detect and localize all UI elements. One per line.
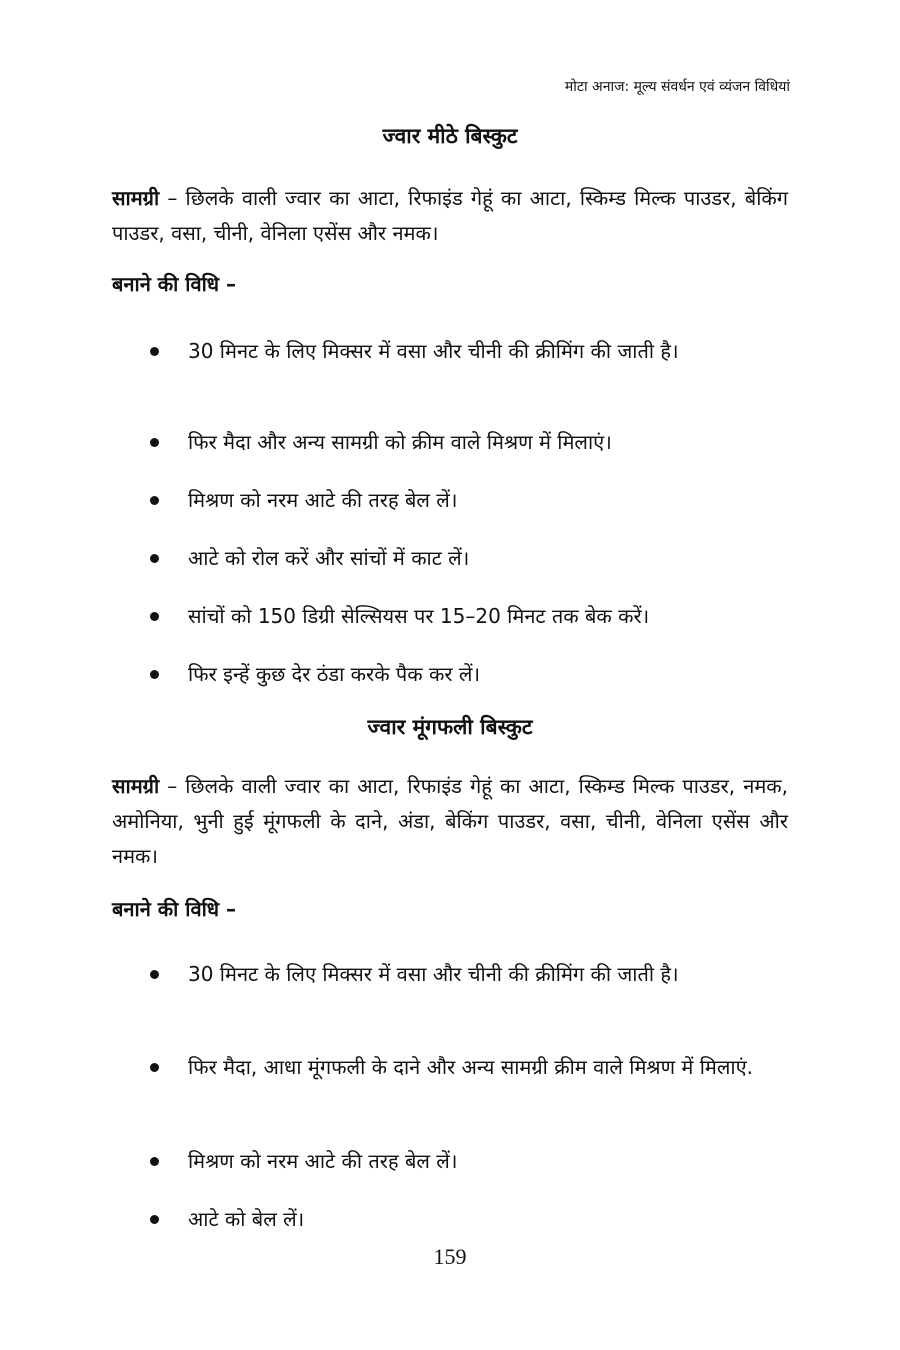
ingredients-label: सामग्री — [112, 774, 160, 798]
method-heading: बनाने की विधि – — [112, 272, 237, 296]
list-item — [150, 599, 788, 634]
step-text: फिर इन्हें कुछ देर ठंडा करके पैक कर लें। — [188, 662, 481, 686]
ingredients-text: – छिलके वाली ज्वार का आटा, रिफाइंड गेहूं का आटा, स्किम्ड मिल्क पाउडर, बेकिंग पाउडर, वसा, चीनी, वेनिला एसेंस और नमक। — [112, 186, 788, 245]
step-text: सांचों को 150 डिग्री सेल्सियस पर 15–20 मिनट तक बेक करें। — [188, 604, 650, 628]
ingredients-paragraph — [112, 181, 788, 251]
section-title: ज्वार मूंगफली बिस्कुट — [367, 715, 533, 739]
step-text: 30 मिनट के लिए मिक्सर में वसा और चीनी की क्रीमिंग की जाती है। — [188, 962, 679, 986]
list-item — [150, 1144, 788, 1179]
bullet-icon — [150, 670, 159, 679]
method-heading: बनाने की विधि – — [112, 897, 237, 921]
page-number: 159 — [433, 1244, 467, 1269]
bullet-icon — [150, 1157, 159, 1166]
step-text: मिश्रण को नरम आटे की तरह बेल लें। — [188, 1149, 458, 1173]
ingredients-label: सामग्री — [112, 186, 160, 210]
list-item — [150, 483, 788, 518]
step-text: आटे को बेल लें। — [188, 1207, 305, 1231]
step-text: फिर मैदा और अन्य सामग्री को क्रीम वाले मिश्रण में मिलाएं। — [188, 430, 612, 454]
ingredients-text: – छिलके वाली ज्वार का आटा, रिफाइंड गेहूं का आटा, स्किम्ड मिल्क पाउडर, नमक, अमोनिया, भुनी हुई मूंगफली के दाने, अंडा, बेकिंग पाउडर, वसा, चीनी, वेनिला एसेंस और नमक। — [112, 774, 788, 868]
step-text: 30 मिनट के लिए मिक्सर में वसा और चीनी की क्रीमिंग की जाती है। — [188, 339, 679, 363]
list-item — [150, 334, 788, 369]
bullet-icon — [150, 1063, 159, 1072]
bullet-icon — [150, 554, 159, 563]
step-text: मिश्रण को नरम आटे की तरह बेल लें। — [188, 488, 458, 512]
list-item — [150, 1050, 788, 1085]
list-item — [150, 541, 788, 576]
section-title: ज्वार मीठे बिस्कुट — [382, 124, 518, 148]
bullet-icon — [150, 612, 159, 621]
step-text: आटे को रोल करें और सांचों में काट लें। — [188, 546, 470, 570]
bullet-icon — [150, 347, 159, 356]
running-header: मोटा अनाज: मूल्य संवर्धन एवं व्यंजन विधियां — [564, 79, 790, 95]
bullet-icon — [150, 1215, 159, 1224]
list-item — [150, 957, 788, 992]
list-item — [150, 1202, 788, 1237]
list-item — [150, 425, 788, 460]
ingredients-paragraph — [112, 769, 788, 874]
bullet-icon — [150, 496, 159, 505]
list-item — [150, 657, 788, 692]
step-text: फिर मैदा, आधा मूंगफली के दाने और अन्य सामग्री क्रीम वाले मिश्रण में मिलाएं. — [188, 1055, 754, 1079]
bullet-icon — [150, 438, 159, 447]
bullet-icon — [150, 970, 159, 979]
